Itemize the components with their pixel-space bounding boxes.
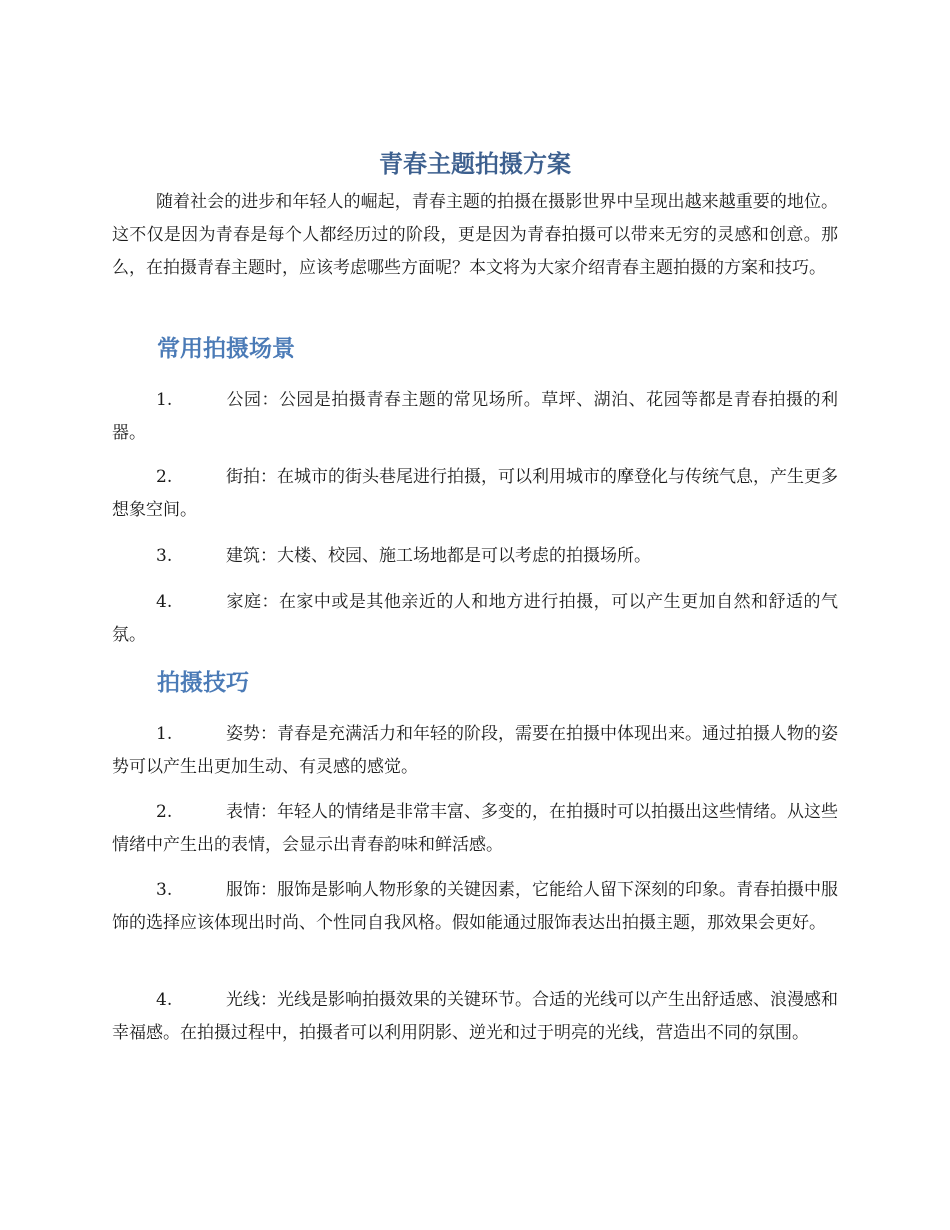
list-item-text: 家庭：在家中或是其他亲近的人和地方进行拍摄，可以产生更加自然和舒适的气氛。: [112, 592, 838, 645]
list-item: [112, 984, 838, 1050]
list-item-text: 姿势：青春是充满活力和年轻的阶段，需要在拍摄中体现出来。通过拍摄人物的姿势可以产生出更加生动、有灵感的感觉。: [112, 724, 838, 777]
section-heading-techniques: 拍摄技巧: [157, 670, 249, 696]
list-item-text: 公园：公园是拍摄青春主题的常见场所。草坪、湖泊、花园等都是青春拍摄的利器。: [112, 390, 838, 443]
list-item: [112, 718, 838, 784]
document-title: 青春主题拍摄方案: [379, 150, 571, 178]
list-item: [112, 796, 838, 862]
list-item-number: 2.: [156, 467, 173, 487]
list-item-number: 2.: [156, 802, 173, 822]
list-item-text: 服饰：服饰是影响人物形象的关键因素，它能给人留下深刻的印象。青春拍摄中服饰的选择应该体现出时尚、个性同自我风格。假如能通过服饰表达出拍摄主题，那效果会更好。: [112, 880, 838, 933]
list-item-number: 4.: [156, 592, 173, 612]
list-item: [112, 540, 838, 573]
intro-paragraph: 随着社会的进步和年轻人的崛起，青春主题的拍摄在摄影世界中呈现出越来越重要的地位。这不仅是因为青春是每个人都经历过的阶段，更是因为青春拍摄可以带来无穷的灵感和创意。那么，在拍摄青春主题时，应该考虑哪些方面呢？本文将为大家介绍青春主题拍摄的方案和技巧。: [112, 192, 838, 278]
list-item-text: 光线：光线是影响拍摄效果的关键环节。合适的光线可以产生出舒适感、浪漫感和幸福感。在拍摄过程中，拍摄者可以利用阴影、逆光和过于明亮的光线，营造出不同的氛围。: [112, 990, 838, 1043]
list-item: [112, 586, 838, 652]
list-item-number: 3.: [156, 546, 173, 566]
list-item: [112, 384, 838, 450]
list-item: [112, 461, 838, 527]
section-heading-scenes: 常用拍摄场景: [157, 336, 295, 362]
list-item: [112, 874, 838, 940]
list-item-number: 1.: [156, 390, 173, 410]
list-item-number: 3.: [156, 880, 173, 900]
list-item-number: 4.: [156, 990, 173, 1010]
list-item-text: 表情：年轻人的情绪是非常丰富、多变的，在拍摄时可以拍摄出这些情绪。从这些情绪中产生出的表情，会显示出青春韵味和鲜活感。: [112, 802, 838, 855]
list-item-text: 街拍：在城市的街头巷尾进行拍摄，可以利用城市的摩登化与传统气息，产生更多想象空间。: [112, 467, 838, 520]
list-item-text: 建筑：大楼、校园、施工场地都是可以考虑的拍摄场所。: [226, 546, 651, 566]
list-item-number: 1.: [156, 724, 173, 744]
